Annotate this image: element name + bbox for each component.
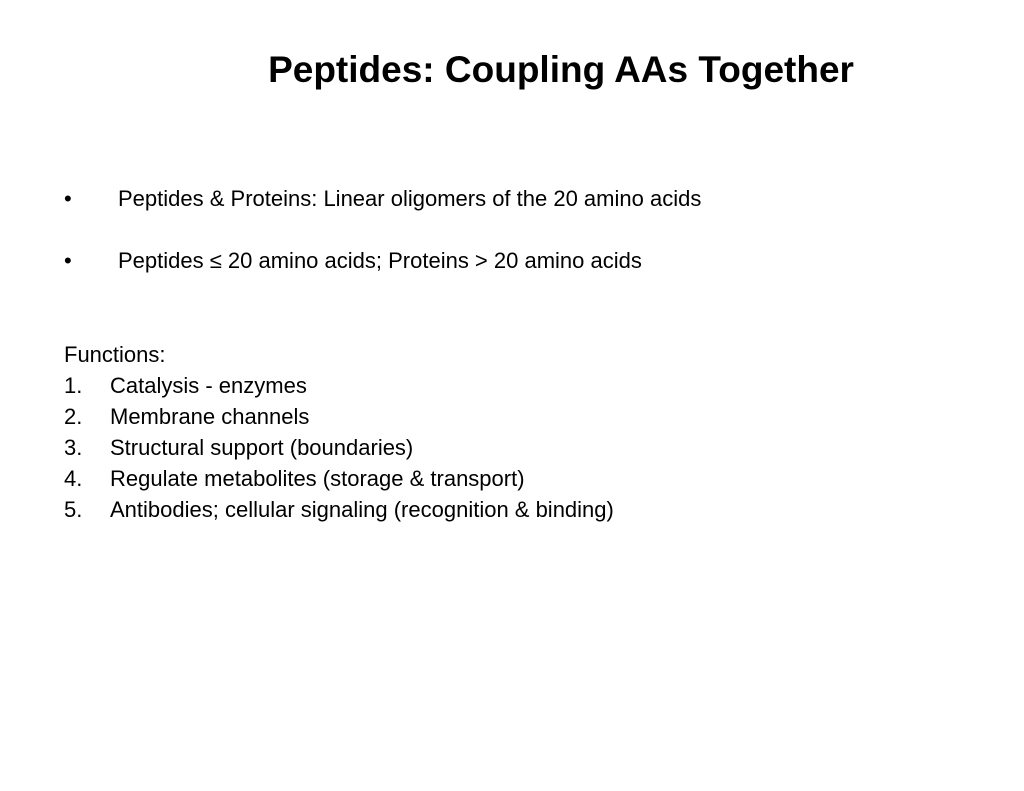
functions-heading: Functions:	[64, 342, 166, 367]
functions-list	[64, 370, 614, 525]
function-number: 2.	[64, 404, 83, 429]
bullet-text: Peptides ≤ 20 amino acids; Proteins > 20 amino acids	[118, 248, 642, 273]
function-text: Membrane channels	[110, 404, 310, 429]
function-number: 3.	[64, 435, 83, 460]
function-text: Structural support (boundaries)	[110, 435, 414, 460]
function-number: 1.	[64, 373, 83, 398]
bullet-icon: •	[64, 186, 72, 211]
function-item	[64, 401, 310, 432]
function-text: Antibodies; cellular signaling (recognition & binding)	[110, 497, 614, 522]
function-item	[64, 432, 414, 463]
functions-section	[64, 339, 614, 525]
function-text: Catalysis - enzymes	[110, 373, 307, 398]
function-item	[64, 494, 614, 525]
slide-title: Peptides: Coupling AAs Together	[268, 49, 854, 90]
function-number: 4.	[64, 466, 83, 491]
bullet-text: Peptides & Proteins: Linear oligomers of the 20 amino acids	[118, 186, 702, 211]
function-text: Regulate metabolites (storage & transport)	[110, 466, 525, 491]
function-item	[64, 463, 525, 494]
function-item	[64, 370, 307, 401]
function-number: 5.	[64, 497, 83, 522]
bullet-icon: •	[64, 248, 72, 273]
